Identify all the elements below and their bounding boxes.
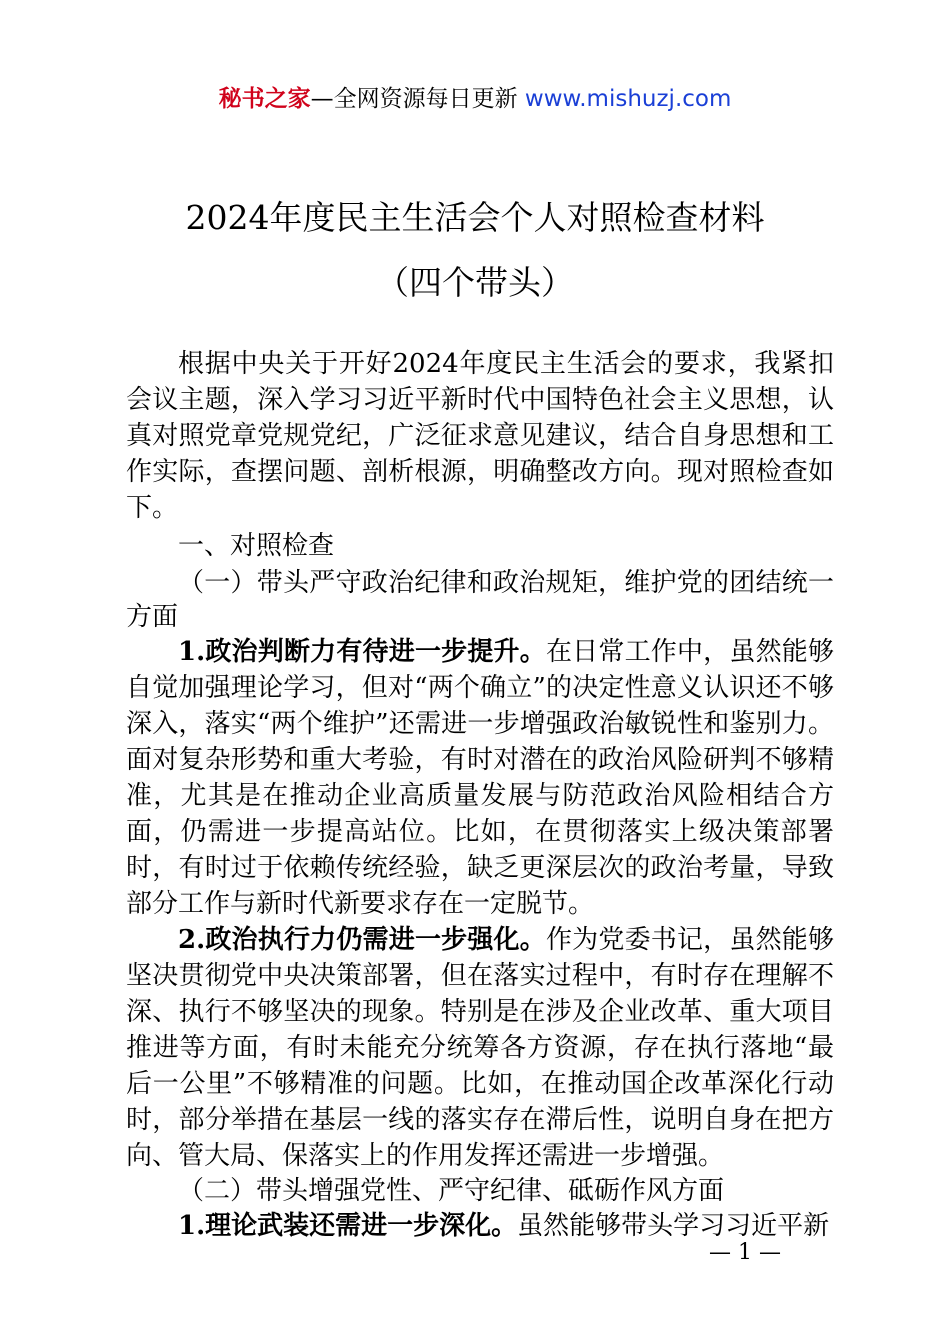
item-paragraph-2 — [126, 922, 834, 1174]
document-body — [126, 346, 834, 1244]
subsection-heading-2: （二）带头增强党性、严守纪律、砥砺作风方面 — [178, 1176, 725, 1206]
site-url-link[interactable]: www.mishuzj.com — [524, 86, 732, 112]
item-text-1: 在日常工作中，虽然能够自觉加强理论学习，但对“两个确立”的决定性意义认识还不够深入，落实“两个维护”还需进一步增强政治敏锐性和鉴别力。面对复杂形势和重大考验，有时对潜在的政治风险研判不够精准，尤其是在推动企业高质量发展与防范政治风险相结合方面，仍需进一步提高站位。比如，在贯彻落实上级决策部署时，有时过于依赖传统经验，缺乏更深层次的政治考量，导致部分工作与新时代新要求存在一定脱节。 — [126, 637, 834, 919]
item-title-2: 2.政治执行力仍需进一步强化。 — [178, 925, 546, 955]
site-brand-name: 秘书之家 — [218, 86, 311, 112]
site-banner — [0, 80, 950, 113]
intro-paragraph: 根据中央关于开好2024年度民主生活会的要求，我紧扣会议主题，深入学习习近平新时代中国特色社会主义思想，认真对照党章党规党纪，广泛征求意见建议，结合自身思想和工作实际，查摆问题、剖析根源，明确整改方向。现对照检查如下。 — [126, 349, 834, 523]
document-title: 2024年度民主生活会个人对照检查材料 — [185, 198, 765, 237]
site-slogan: —全网资源每日更新 — [310, 86, 518, 112]
item-text-3: 虽然能够带头学习习近平新 — [517, 1211, 830, 1241]
page-number: — 1 — — [709, 1240, 781, 1265]
item-paragraph-3 — [126, 1208, 834, 1244]
item-text-2: 作为党委书记，虽然能够坚决贯彻党中央决策部署，但在落实过程中，有时存在理解不深、执行不够坚决的现象。特别是在涉及企业改革、重大项目推进等方面，有时未能充分统筹各方资源，存在执行落地“最后一公里”不够精准的问题。比如，在推动国企改革深化行动时，部分举措在基层一线的落实存在滞后性，说明自身在把方向、管大局、保落实上的作用发挥还需进一步增强。 — [126, 925, 834, 1171]
item-paragraph-1 — [126, 634, 834, 922]
document-subtitle: （四个带头） — [376, 263, 574, 302]
item-title-3: 1.理论武装还需进一步深化。 — [178, 1211, 518, 1241]
subsection-heading-1: （一）带头严守政治纪律和政治规矩，维护党的团结统一方面 — [126, 568, 834, 632]
item-title-1: 1.政治判断力有待进一步提升。 — [178, 637, 546, 667]
section-heading-1: 一、对照检查 — [178, 531, 335, 561]
